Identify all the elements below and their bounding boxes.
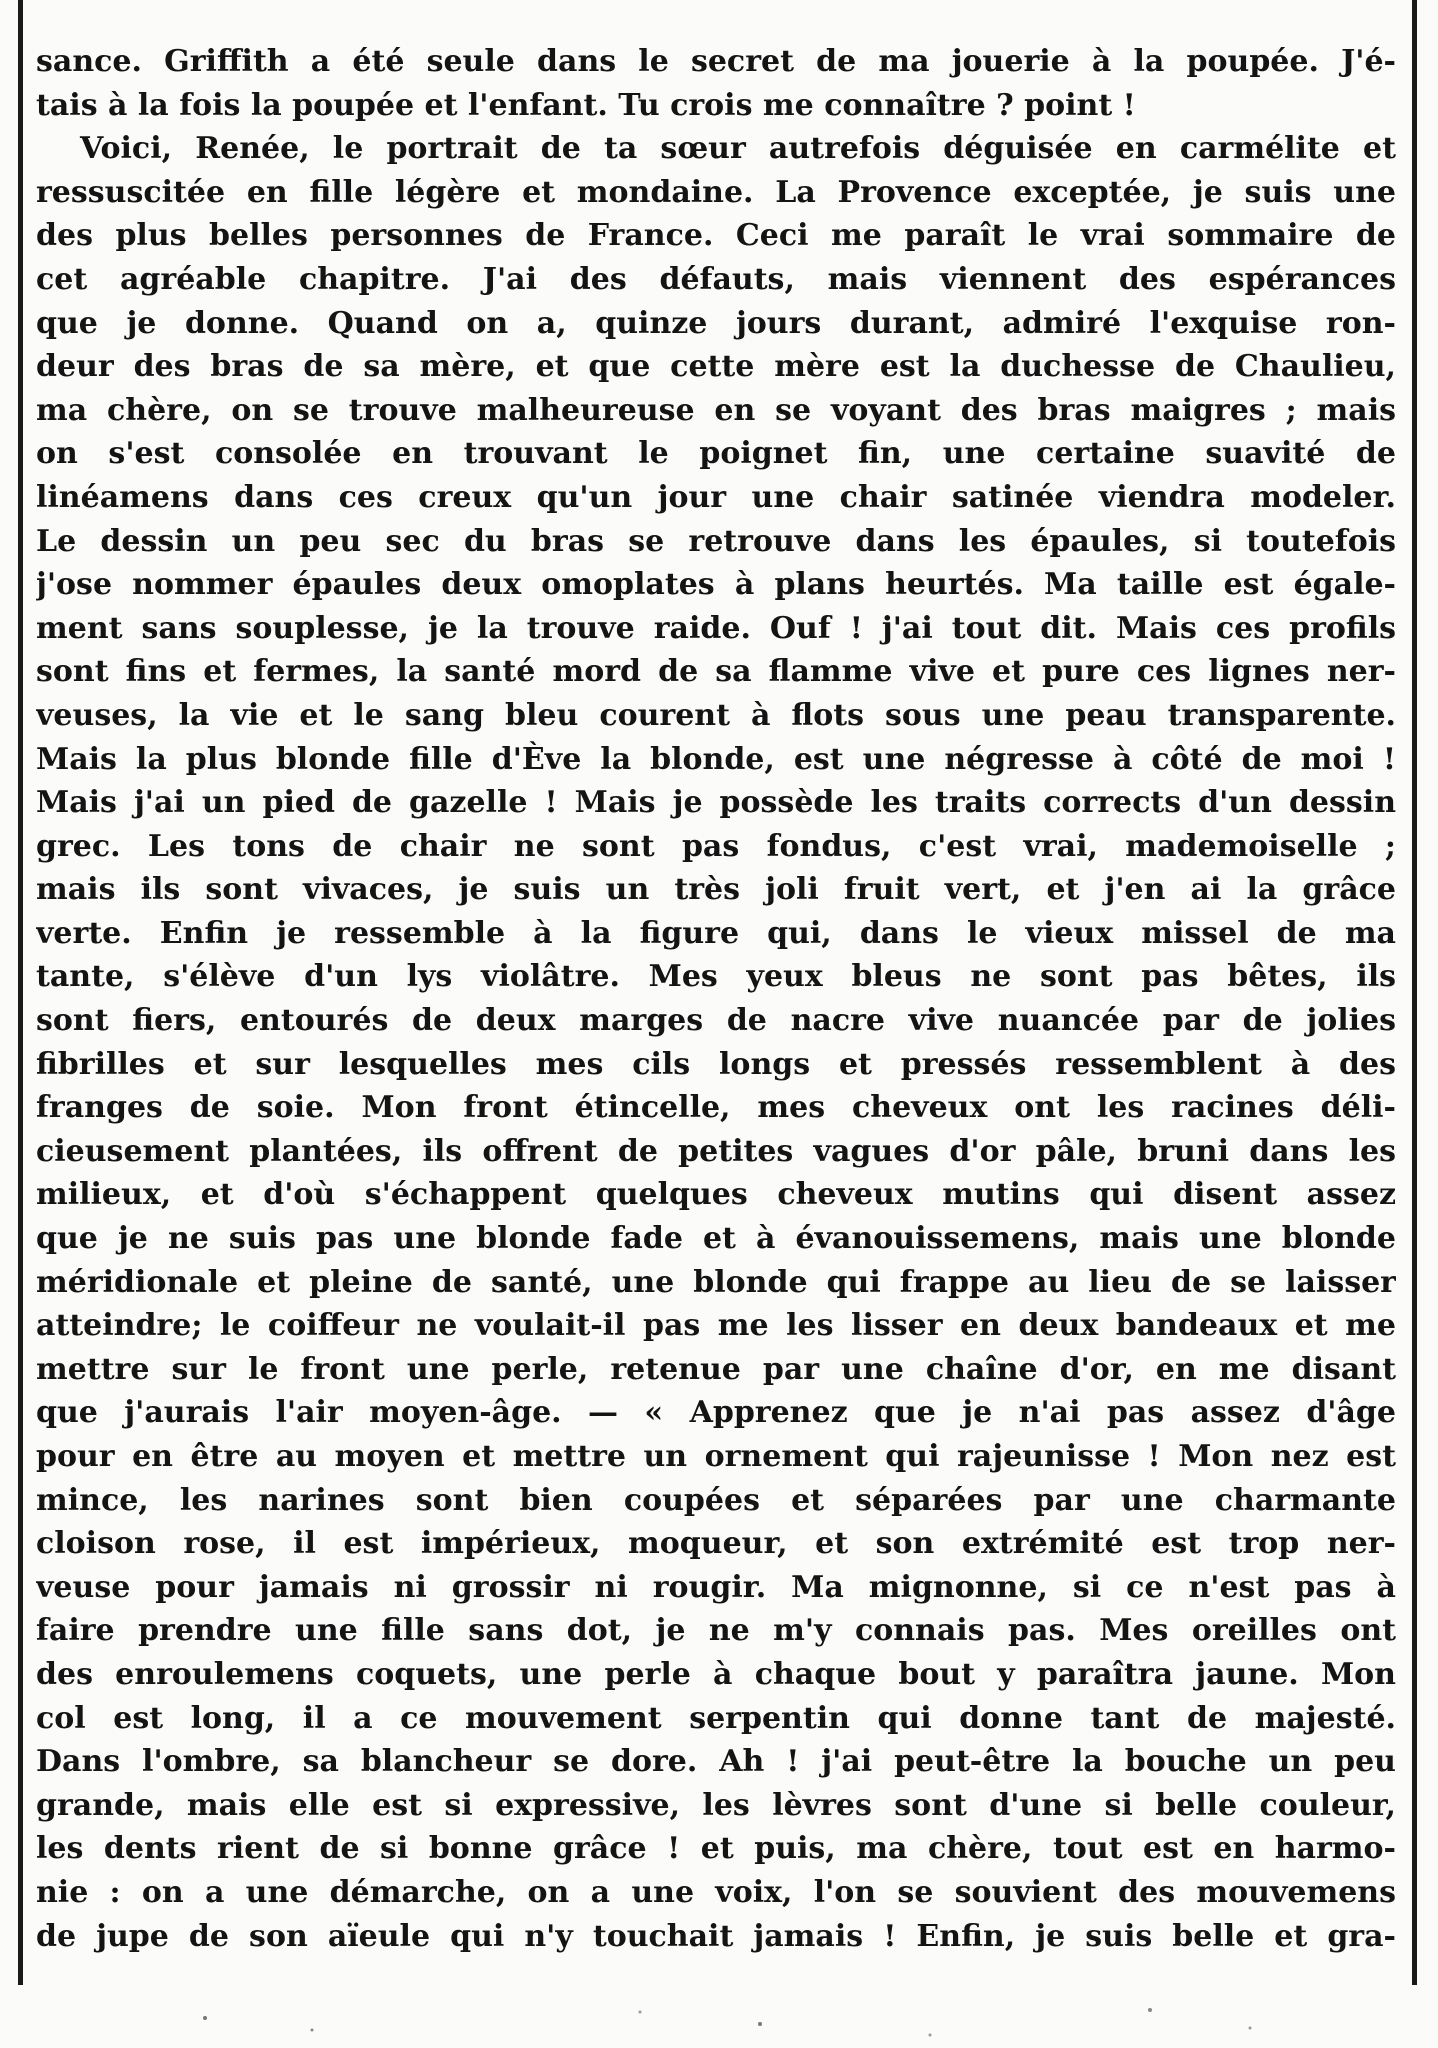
text-line: mince, les narines sont bien coupées et séparées par une charmante: [36, 1482, 1396, 1518]
text-line: méridionale et pleine de santé, une blonde qui frappe au lieu de se laisser: [36, 1264, 1396, 1300]
text-line: fibrilles et sur lesquelles mes cils longs et pressés ressemblent à des: [36, 1046, 1396, 1082]
text-line: franges de soie. Mon front étincelle, mes cheveux ont les racines déli-: [36, 1090, 1396, 1126]
text-line: linéamens dans ces creux qu'un jour une chair satinée viendra modeler.: [36, 479, 1396, 515]
text-line: cloison rose, il est impérieux, moqueur, et son extrémité est trop ner-: [36, 1526, 1396, 1562]
text-line: faire prendre une fille sans dot, je ne m'y connais pas. Mes oreilles ont: [36, 1613, 1396, 1649]
text-line: Mais la plus blonde fille d'Ève la blonde, est une négresse à côté de moi !: [36, 741, 1396, 777]
text-line: tante, s'élève d'un lys violâtre. Mes yeux bleus ne sont pas bêtes, ils: [36, 959, 1396, 995]
text-line: Mais j'ai un pied de gazelle ! Mais je possède les traits corrects d'un dessin: [36, 785, 1396, 821]
text-line: pour en être au moyen et mettre un ornement qui rajeunisse ! Mon nez est: [36, 1439, 1396, 1474]
text-line: les dents rient de si bonne grâce ! et puis, ma chère, tout est en harmo-: [36, 1831, 1396, 1867]
column-rule-right: [1412, 0, 1417, 1985]
text-line: sance. Griffith a été seule dans le secret de ma jouerie à la poupée. J'é-: [36, 44, 1396, 79]
text-line: de jupe de son aïeule qui n'y touchait jamais ! Enfin, je suis belle et gra-: [36, 1918, 1396, 1954]
text-line: des enroulemens coquets, une perle à chaque bout y paraîtra jaune. Mon: [36, 1656, 1396, 1692]
paragraph: [36, 127, 1396, 1958]
text-line: que je ne suis pas une blonde fade et à évanouissemens, mais une blonde: [36, 1221, 1396, 1257]
text-line: j'ose nommer épaules deux omoplates à plans heurtés. Ma taille est égale-: [36, 567, 1396, 603]
text-line: Le dessin un peu sec du bras se retrouve dans les épaules, si toutefois: [36, 523, 1396, 559]
text-line: on s'est consolée en trouvant le poignet fin, une certaine suavité de: [36, 436, 1396, 472]
text-line: veuse pour jamais ni grossir ni rougir. Ma mignonne, si ce n'est pas à: [36, 1569, 1396, 1605]
text-line: Voici, Renée, le portrait de ta sœur autrefois déguisée en carmélite et: [80, 131, 1396, 167]
text-line: que j'aurais l'air moyen-âge. — « Apprenez que je n'ai pas assez d'âge: [36, 1395, 1396, 1431]
text-line: mais ils sont vivaces, je suis un très joli fruit vert, et j'en ai la grâce: [36, 872, 1396, 908]
text-line: verte. Enfin je ressemble à la figure qui, dans le vieux missel de ma: [36, 915, 1396, 951]
text-line: milieux, et d'où s'échappent quelques cheveux mutins qui disent assez: [36, 1177, 1396, 1213]
paragraph: [36, 40, 1396, 127]
text-line: des plus belles personnes de France. Ceci me paraît le vrai sommaire de: [36, 218, 1396, 254]
column-rule-left: [18, 0, 23, 1985]
text-line: grande, mais elle est si expressive, les lèvres sont d'une si belle couleur,: [36, 1787, 1396, 1823]
text-line: deur des bras de sa mère, et que cette mère est la duchesse de Chaulieu,: [36, 349, 1396, 385]
text-line: ma chère, on se trouve malheureuse en se voyant des bras maigres ; mais: [36, 392, 1396, 428]
text-line: Dans l'ombre, sa blancheur se dore. Ah ! j'ai peut-être la bouche un peu: [36, 1744, 1396, 1780]
text-line: nie : on a une démarche, on a une voix, l'on se souvient des mouvemens: [36, 1874, 1396, 1910]
text-line: que je donne. Quand on a, quinze jours durant, admiré l'exquise ron-: [36, 305, 1396, 341]
text-line: atteindre; le coiffeur ne voulait-il pas me les lisser en deux bandeaux et me: [36, 1308, 1396, 1344]
text-line: ment sans souplesse, je la trouve raide. Ouf ! j'ai tout dit. Mais ces profils: [36, 610, 1396, 646]
text-line: sont fins et fermes, la santé mord de sa flamme vive et pure ces lignes ner-: [36, 654, 1396, 690]
text-line: grec. Les tons de chair ne sont pas fondus, c'est vrai, mademoiselle ;: [36, 828, 1396, 864]
text-line: sont fiers, entourés de deux marges de nacre vive nuancée par de jolies: [36, 1003, 1396, 1039]
text-column: [36, 40, 1396, 1958]
text-line: veuses, la vie et le sang bleu courent à flots sous une peau transparente.: [36, 697, 1396, 733]
print-specks: [0, 1990, 1438, 2048]
text-line: col est long, il a ce mouvement serpentin qui donne tant de majesté.: [36, 1700, 1396, 1736]
text-line: cet agréable chapitre. J'ai des défauts, mais viennent des espérances: [36, 261, 1396, 297]
text-line: tais à la fois la poupée et l'enfant. Tu crois me connaître ? point !: [36, 87, 1136, 123]
text-line: mettre sur le front une perle, retenue par une chaîne d'or, en me disant: [36, 1351, 1396, 1387]
text-line: cieusement plantées, ils offrent de petites vagues d'or pâle, bruni dans les: [36, 1133, 1396, 1169]
text-line: ressuscitée en fille légère et mondaine. La Provence exceptée, je suis une: [36, 174, 1396, 210]
